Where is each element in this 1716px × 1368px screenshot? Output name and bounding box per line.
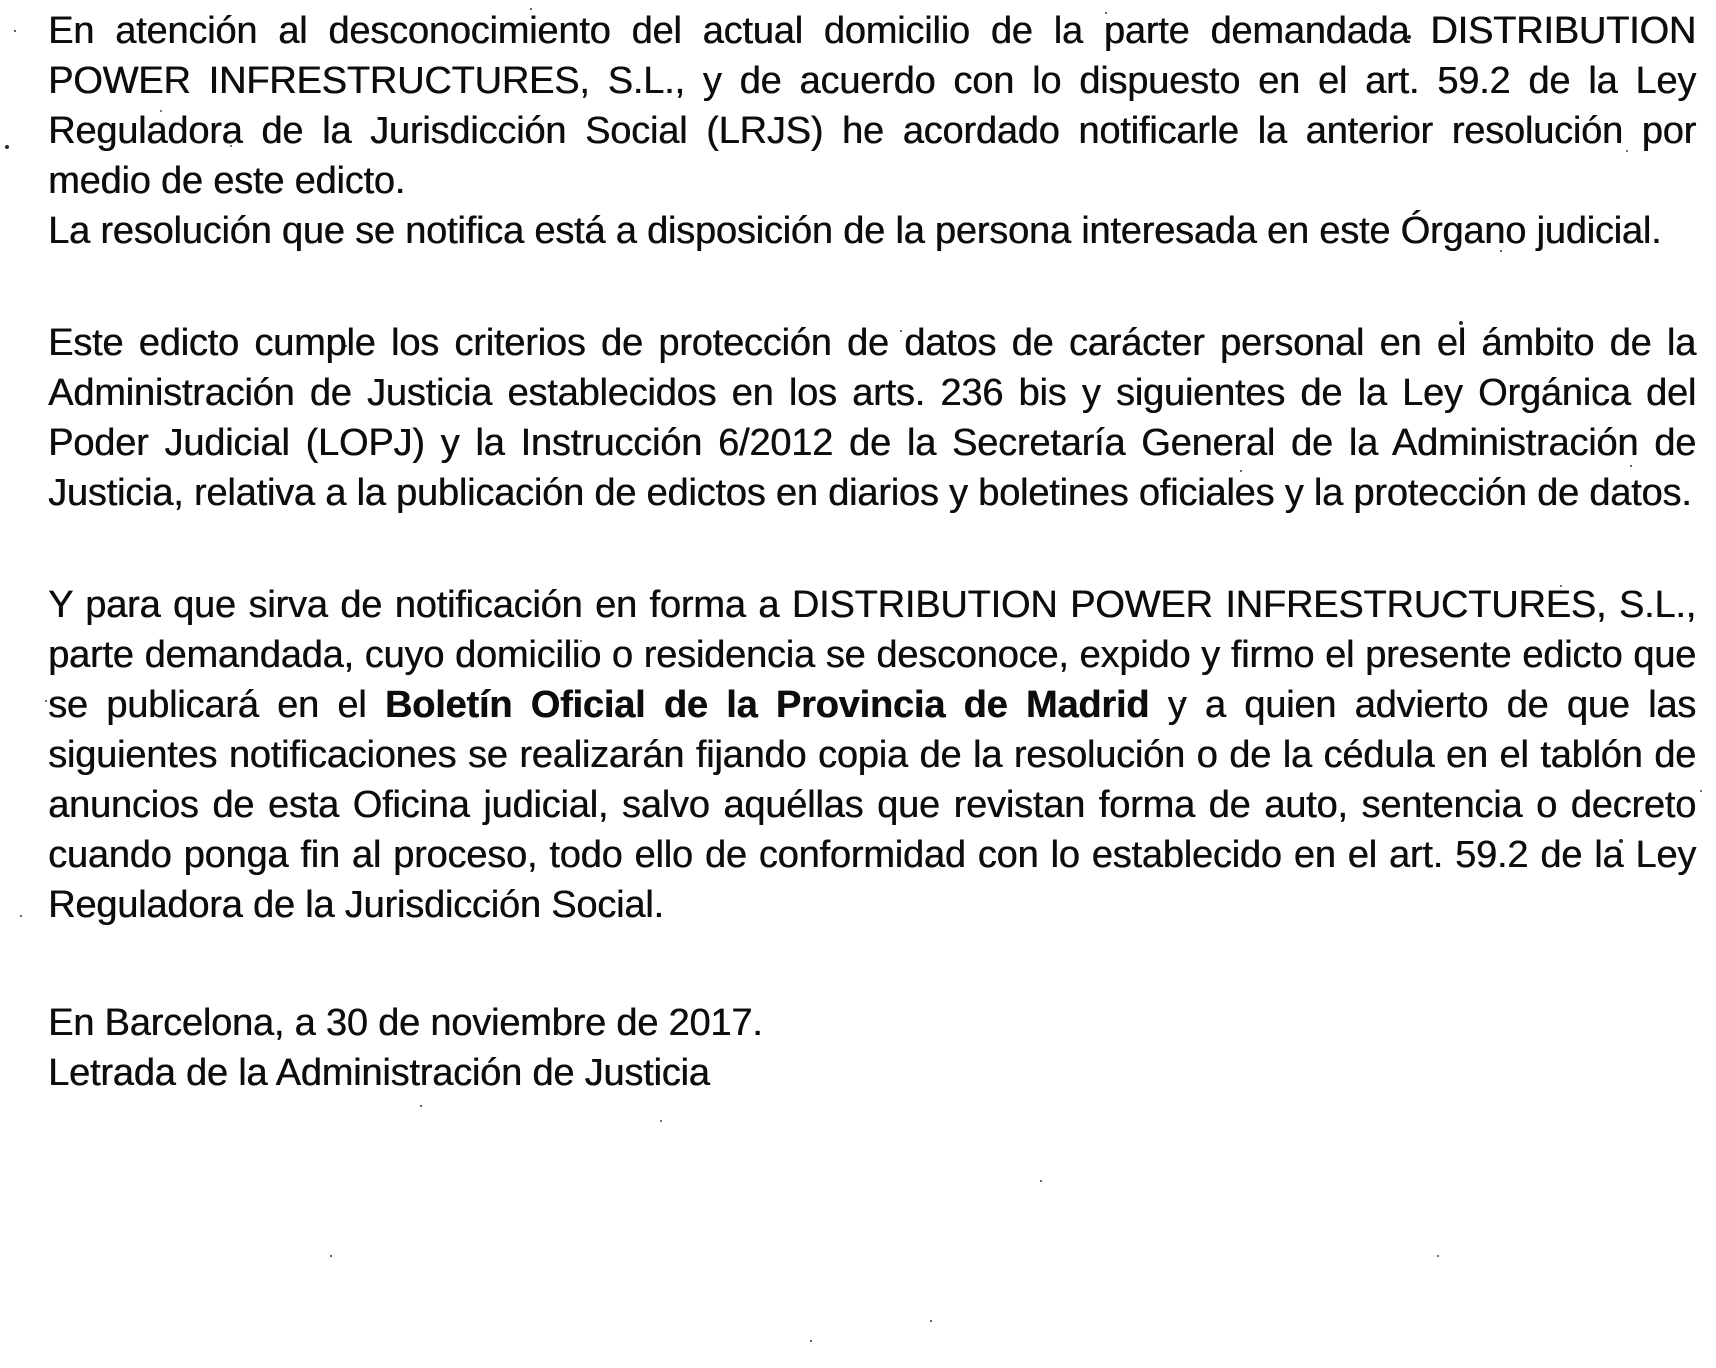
paragraph-data-protection: Este edicto cumple los criterios de protección de datos de carácter personal en el ámbito de la Administración de Justicia establecidos en los arts. 236 bis y siguientes de la Ley Orgánica del Poder Judicial (LOPJ) y la Instrucción 6/2012 de la Secretaría General de la Administración de Justicia, relativa a la publicación de edictos en diarios y boletines oficiales y la protección de datos. xyxy=(48,322,1696,514)
publication-text-before: Y para que sirva de notificación en forma a DISTRIBUTION POWER INFRESTRUCTURES, S.L., parte demandada, cuyo domicilio o residencia se desconoce, expido y firmo el presente edicto que se publicará en el xyxy=(48,584,1696,726)
gazette-name-bold: Boletín Oficial de la Provincia de Madrid xyxy=(384,684,1150,726)
paragraph-notification-grounds: En atención al desconocimiento del actual domicilio de la parte demandada DISTRIBUTION POWER INFRESTRUCTURES, S.L., y de acuerdo con lo dispuesto en el art. 59.2 de la Ley Reguladora de la Jurisdicción Social (LRJS) he acordado notificarle la anterior resolución por medio de este edicto. xyxy=(48,10,1696,202)
signature-role: Letrada de la Administración de Justicia xyxy=(48,1052,710,1094)
dateline: En Barcelona, a 30 de noviembre de 2017. xyxy=(48,1002,763,1044)
paragraph-publication xyxy=(48,580,1696,930)
publication-text-after: y a quien advierto de que las siguientes notificaciones se realizarán fijando copia de la resolución o de la cédula en el tablón de anuncios de esta Oficina judicial, salvo aquéllas que revistan forma de auto, sentencia o decreto cuando ponga fin al proceso, todo ello de conformidad con lo establecido en el art. 59.2 de la Ley Reguladora de la Jurisdicción Social. xyxy=(48,684,1696,926)
paragraph-resolution-availability: La resolución que se notifica está a disposición de la persona interesada en este Órgano judicial. xyxy=(48,210,1662,252)
scan-noise-specks xyxy=(0,0,2,2)
